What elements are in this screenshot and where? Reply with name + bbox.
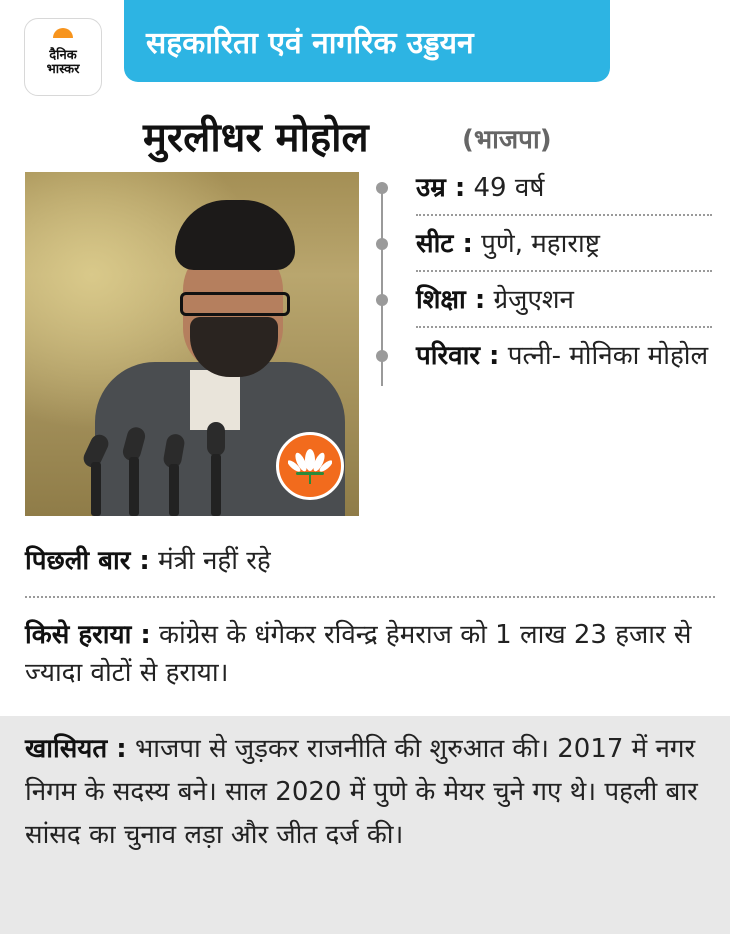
microphone-icon — [207, 422, 225, 456]
fact-value: पुणे, महाराष्ट्र — [481, 229, 600, 259]
category-title: सहकारिता एवं नागरिक उड्डयन — [146, 25, 474, 61]
highlight-text — [25, 728, 715, 857]
bullet-dot — [376, 238, 388, 250]
fact-label: सीट : — [416, 229, 473, 259]
profile-party: (भाजपा) — [462, 125, 552, 155]
fact-value: पत्नी- मोनिका मोहोल — [507, 341, 709, 371]
bullet-dot — [376, 350, 388, 362]
person-shirt — [190, 370, 240, 430]
last-time-value: मंत्री नहीं रहे — [158, 546, 271, 576]
last-time-label: पिछली बार : — [25, 546, 150, 576]
logo-word-1: दैनिक — [49, 48, 77, 63]
microphone-stand — [211, 454, 221, 516]
highlight-label: खासियत : — [25, 734, 127, 764]
divider — [416, 270, 712, 272]
logo-word-2: भास्कर — [46, 62, 80, 77]
divider — [25, 596, 715, 598]
microphone-stand — [129, 457, 139, 516]
fact-seat — [376, 226, 712, 262]
fact-value: 49 वर्ष — [473, 173, 545, 203]
fact-education — [376, 282, 712, 318]
category-banner — [124, 0, 610, 82]
fact-label: उम्र : — [416, 173, 466, 203]
profile-name: मुरलीधर मोहोल — [143, 115, 369, 161]
defeated-row — [25, 616, 715, 692]
person-glasses — [180, 292, 290, 316]
sun-icon — [53, 28, 73, 38]
fact-value: ग्रेजुएशन — [493, 285, 574, 315]
microphone-stand — [91, 462, 101, 516]
defeated-value: कांग्रेस के धंगेकर रविन्द्र हेमराज को 1 लाख 23 हजार से ज्यादा वोटों से हराया। — [25, 620, 692, 688]
divider — [416, 214, 712, 216]
highlight-box — [0, 716, 730, 934]
fact-family — [376, 338, 712, 374]
defeated-label: किसे हराया : — [25, 620, 151, 650]
bullet-dot — [376, 182, 388, 194]
lotus-icon — [276, 432, 344, 500]
name-row — [0, 108, 730, 164]
last-time-row — [25, 542, 715, 580]
fact-age — [376, 170, 712, 206]
divider — [416, 326, 712, 328]
dainik-bhaskar-logo — [24, 18, 102, 96]
fact-label: परिवार : — [416, 341, 500, 371]
bullet-dot — [376, 294, 388, 306]
facts-list — [376, 170, 712, 374]
microphone-stand — [169, 464, 179, 516]
highlight-value: भाजपा से जुड़कर राजनीति की शुरुआत की। 2017 में नगर निगम के सदस्य बने। साल 2020 में पुणे के मेयर चुने गए थे। पहली बार सांसद का चुनाव लड़ा और जीत दर्ज की। — [25, 734, 698, 850]
fact-label: शिक्षा : — [416, 285, 486, 315]
